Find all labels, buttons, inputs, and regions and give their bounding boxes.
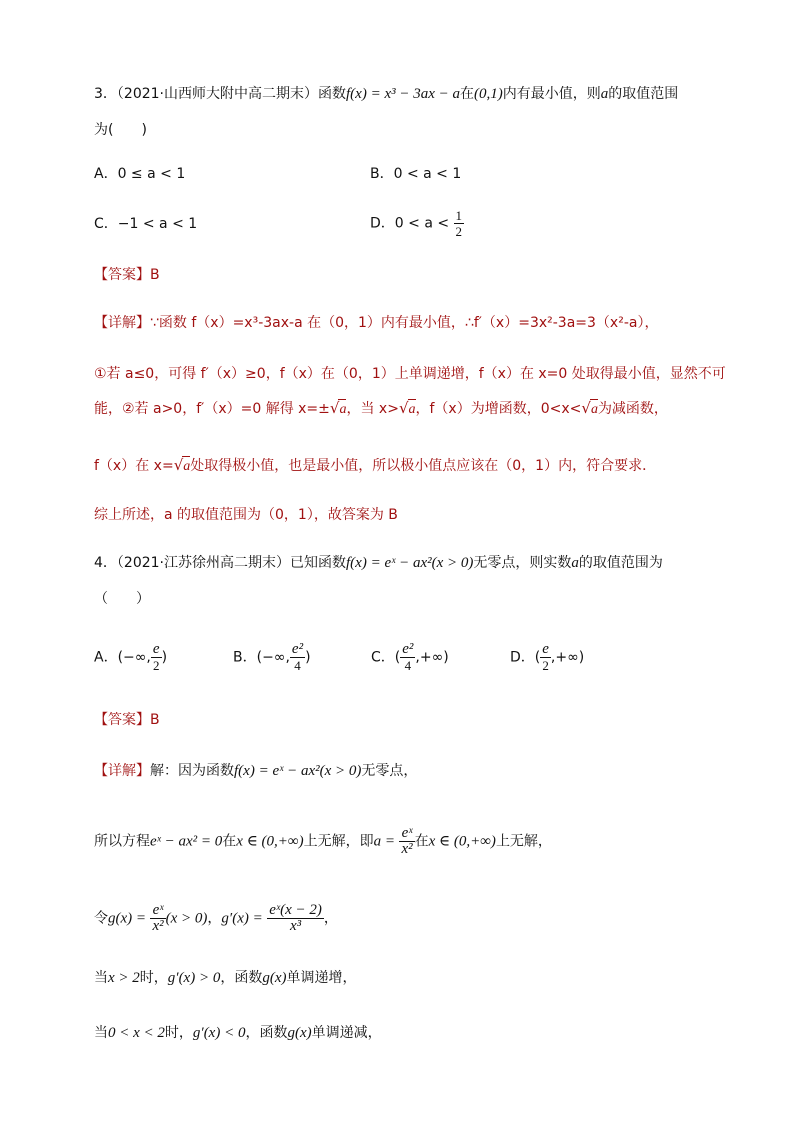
q4-option-b-fraction: $\frac{\text{e²}}{4}$ <box>291 641 304 673</box>
q3-option-d: D．0 < a < $\frac{1}{2}$ <box>370 208 463 239</box>
q4-detail-5: 当0 < x < 2时，g′(x) < 0，函数g(x)单调递减， <box>94 1025 382 1041</box>
q3-summary: 综上所述，a 的取值范围为（0，1），故答案为 B <box>94 507 398 523</box>
q4-stem-continued: （ ） <box>94 591 150 607</box>
q3-detail-1: 【详解】∵函数 f（x）=x³-3ax-a 在（0，1）内有最小值，∴f′（x）=3x²-3a=3（x²-a）， <box>94 315 659 331</box>
q4-option-d-fraction: $\frac{e}{2}$ <box>542 641 549 673</box>
q3-option-b: B．0 < a < 1 <box>370 166 462 182</box>
q4-detail-4: 当x > 2时，g′(x) > 0，函数g(x)单调递增， <box>94 970 357 986</box>
q4-detail-1: 【详解】解：因为函数f(x) = eˣ − ax²(x > 0)无零点， <box>94 763 418 779</box>
q4-answer: 【答案】B <box>94 712 160 728</box>
q3-answer: 【答案】B <box>94 267 160 283</box>
q3-function: f(x) = x³ − 3ax − a <box>346 86 460 102</box>
q4-detail-3: 令g(x) = $\frac{\text{eˣ}}{\text{x²}}$ (x > 0)，g′(x) = $\frac{\text{eˣ(x − 2)}}{\text{x³}}$ ， <box>94 902 338 934</box>
q4-g-fraction: $\frac{\text{eˣ}}{\text{x²}}$ <box>152 902 164 934</box>
q4-detail-2: 所以方程eˣ − ax² = 0在x ∈ (0,+∞)上无解，即a = $\frac{\text{eˣ}}{\text{x²}}$ 在x ∈ (0,+∞)上无解， <box>94 825 552 857</box>
q3-stem: 3．（2021·山西师大附中高二期末）函数f(x) = x³ − 3ax − a在(0,1)内有最小值，则a的取值范围 <box>94 86 679 102</box>
q3-stem-continued: 为( ) <box>94 122 147 138</box>
q3-detail-3: 能，②若 a>0，f′（x）=0 解得 x=±√a，当 x>√a，f（x）为增函数，0<x<√a为减函数， <box>94 398 668 420</box>
q4-detail-2-fraction: $\frac{\text{eˣ}}{\text{x²}}$ <box>401 825 413 857</box>
q4-option-c: C．( $\frac{\text{e²}}{4}$ ,+∞) <box>371 641 449 673</box>
q4-option-c-fraction: $\frac{\text{e²}}{4}$ <box>402 641 414 673</box>
q3-interval: (0,1) <box>474 86 503 102</box>
q3-option-a: A．0 ≤ a < 1 <box>94 166 186 182</box>
q4-stem: 4．（2021·江苏徐州高二期末）已知函数f(x) = eˣ − ax²(x > 0)无零点，则实数a的取值范围为 <box>94 555 663 571</box>
q3-detail-4: f（x）在 x=√a处取得极小值，也是最小值，所以极小值点应该在（0，1）内，符合要求． <box>94 455 656 477</box>
q3-detail-2: ①若 a≤0，可得 f′（x）≥0，f（x）在（0，1）上单调递增，f（x）在 x=0 处取得最小值，显然不可 <box>94 366 726 382</box>
q4-function: f(x) = eˣ − ax²(x > 0) <box>346 555 474 571</box>
q4-option-a: A．(−∞, $\frac{e}{2}$ ) <box>94 641 168 673</box>
q4-option-a-fraction: $\frac{e}{2}$ <box>152 641 160 673</box>
q3-option-c: C．−1 < a < 1 <box>94 216 198 232</box>
q4-g-derivative-fraction: $\frac{\text{eˣ(x − 2)}}{\text{x³}}$ <box>269 902 322 934</box>
q4-option-d: D．( $\frac{e}{2}$ ,+∞) <box>510 641 585 673</box>
q4-option-b: B．(−∞, $\frac{\text{e²}}{4}$ ) <box>233 641 311 673</box>
q3-option-d-fraction: $\frac{1}{2}$ <box>455 208 463 239</box>
